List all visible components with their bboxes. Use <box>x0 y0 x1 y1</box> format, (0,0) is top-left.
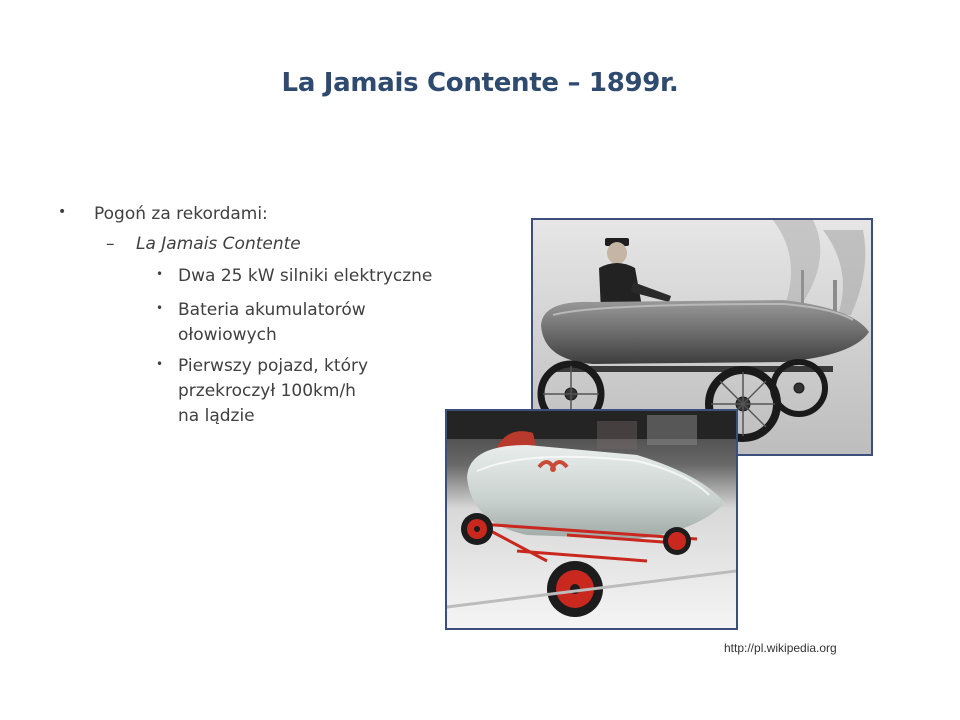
sub-bullet-line: na lądzie <box>178 406 255 426</box>
bullet-level1: Pogoń za rekordami: <box>94 204 268 224</box>
sub-bullet-line: ołowiowych <box>178 325 277 345</box>
museum-car-illustration <box>447 411 736 628</box>
museum-car-photo <box>445 409 738 630</box>
source-credit: http://pl.wikipedia.org <box>724 641 837 655</box>
slide-title: La Jamais Contente – 1899r. <box>281 68 679 98</box>
sub-bullet-line: Bateria akumulatorów <box>178 300 366 320</box>
sub-bullet-line: przekroczył 100km/h <box>178 381 356 401</box>
dash-marker: – <box>106 234 115 254</box>
sub-bullet-line: Pierwszy pojazd, który <box>178 356 369 376</box>
bullet-marker: • <box>156 267 164 281</box>
bullet-marker: • <box>156 301 164 315</box>
bullet-level2: La Jamais Contente <box>136 234 301 254</box>
bullet-marker: • <box>156 357 164 371</box>
bullet-marker: • <box>58 204 67 220</box>
sub-bullet-line: Dwa 25 kW silniki elektryczne <box>178 266 433 286</box>
